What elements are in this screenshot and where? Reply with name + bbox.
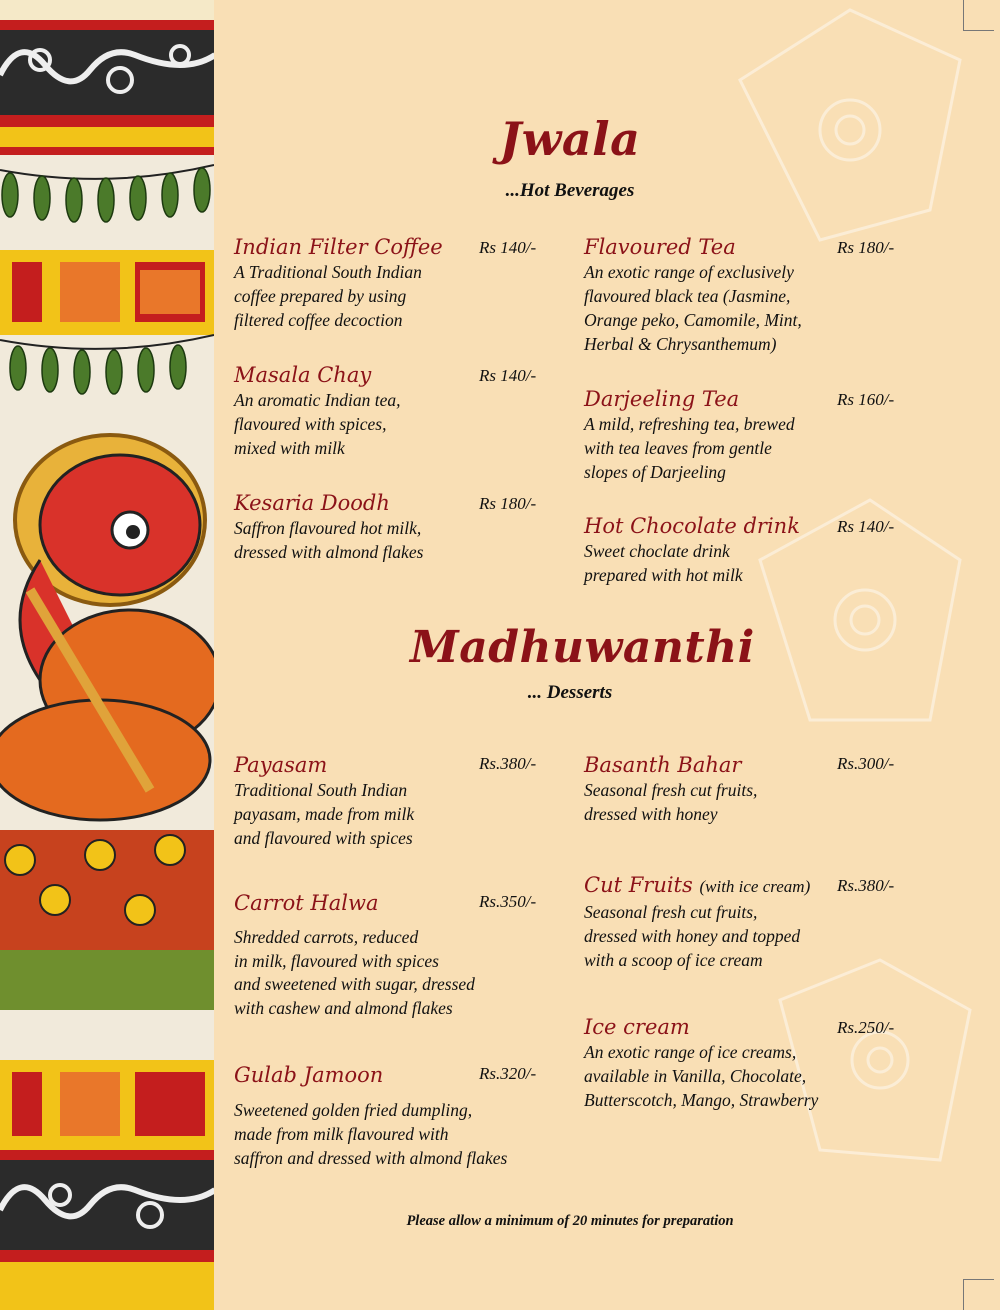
menu-item-flavoured-tea <box>584 234 904 356</box>
item-name: Basanth Bahar <box>584 753 742 777</box>
menu-item-basanth-bahar <box>584 752 904 826</box>
desserts-subtitle: ... Desserts <box>527 682 613 703</box>
item-description: An exotic range of exclusively flavoured black tea (Jasmine, Orange peko, Camomile, Mint, Herbal & Chrysanthemum) <box>584 262 802 354</box>
item-name: Carrot Halwa <box>234 891 379 915</box>
item-name: Indian Filter Coffee <box>234 235 443 259</box>
item-name: Darjeeling Tea <box>584 387 740 411</box>
item-price: Rs 180/- <box>479 494 537 513</box>
item-price: Rs.300/- <box>837 754 895 773</box>
item-price: Rs 140/- <box>479 238 537 257</box>
desserts-title: Madhuwanthi <box>410 622 755 673</box>
crop-mark-bottom <box>963 1279 994 1310</box>
item-price: Rs 140/- <box>837 517 895 536</box>
item-description: An exotic range of ice creams, available in Vanilla, Chocolate, Butterscotch, Mango, Strawberry <box>584 1042 819 1110</box>
item-name: Masala Chay <box>234 363 372 387</box>
menu-item-darjeeling-tea <box>584 386 904 484</box>
beverages-subtitle: ...Hot Beverages <box>505 180 635 201</box>
item-price: Rs.320/- <box>479 1064 537 1083</box>
item-price: Rs.250/- <box>837 1018 895 1037</box>
item-price: Rs 180/- <box>837 238 895 257</box>
ganesha-painting-icon <box>0 0 214 1310</box>
item-name: Hot Chocolate drink <box>584 514 800 538</box>
item-name: Kesaria Doodh <box>234 491 390 515</box>
menu-item-cut-fruits <box>584 872 904 972</box>
beverages-title: Jwala <box>499 112 641 166</box>
item-price: Rs.380/- <box>479 754 537 773</box>
item-name: Gulab Jamoon <box>234 1063 384 1087</box>
item-name: Flavoured Tea <box>584 235 736 259</box>
item-description: Saffron flavoured hot milk, dressed with almond flakes <box>234 518 424 562</box>
item-description: Traditional South Indian payasam, made from milk and flavoured with spices <box>234 780 415 848</box>
item-description: A Traditional South Indian coffee prepared by using filtered coffee decoction <box>234 262 422 330</box>
item-note: (with ice cream) <box>699 877 811 896</box>
item-name: Cut Fruits <box>584 873 693 897</box>
item-name: Payasam <box>234 753 328 777</box>
preparation-note: Please allow a minimum of 20 minutes for preparation <box>406 1213 734 1229</box>
menu-item-kesaria-doodh <box>234 490 544 564</box>
menu-item-masala-chay <box>234 362 544 460</box>
item-price: Rs.380/- <box>837 876 895 895</box>
menu-item-payasam <box>234 752 544 850</box>
item-price: Rs 160/- <box>837 390 895 409</box>
menu-item-indian-filter-coffee <box>234 234 544 332</box>
item-description: Sweetened golden fried dumpling, made from milk flavoured with saffron and dressed with almond flakes <box>234 1100 508 1168</box>
menu-item-gulab-jamoon <box>234 1062 554 1170</box>
item-description: Shredded carrots, reduced in milk, flavoured with spices and sweetened with sugar, dressed with cashew and almond flakes <box>234 927 475 1018</box>
item-name: Ice cream <box>584 1015 690 1039</box>
item-description: Seasonal fresh cut fruits, dressed with honey and topped with a scoop of ice cream <box>584 902 801 970</box>
item-price: Rs 140/- <box>479 366 537 385</box>
ganesha-art-panel <box>0 0 214 1310</box>
item-description: An aromatic Indian tea, flavoured with spices, mixed with milk <box>234 390 401 458</box>
item-price: Rs.350/- <box>479 892 537 911</box>
item-description: Seasonal fresh cut fruits, dressed with honey <box>584 780 758 824</box>
menu-item-carrot-halwa <box>234 890 544 1020</box>
menu-item-hot-chocolate-drink <box>584 513 904 587</box>
item-description: Sweet choclate drink prepared with hot milk <box>584 541 743 585</box>
menu-item-ice-cream <box>584 1014 904 1112</box>
item-description: A mild, refreshing tea, brewed with tea leaves from gentle slopes of Darjeeling <box>584 414 795 482</box>
crop-mark-top <box>963 0 994 31</box>
